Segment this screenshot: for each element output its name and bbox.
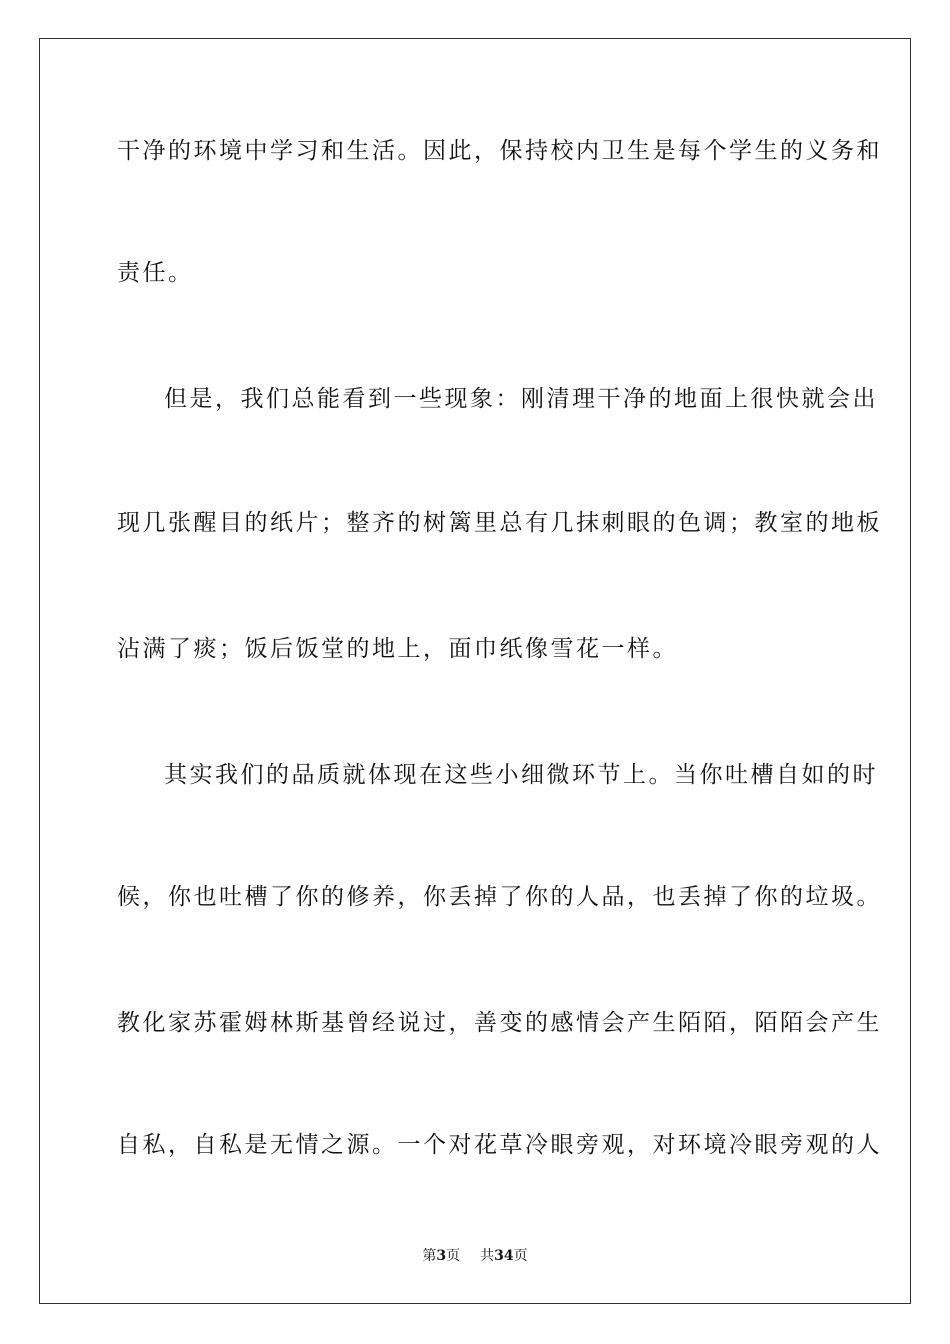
text-line: 责任。 [117,260,194,286]
paragraph-start-line: 但是，我们总能看到一些现象：刚清理干净的地面上很快就会出 [164,386,878,412]
text-line: 干净的环境中学习和生活。因此，保持校内卫生是每个学生的义务和 [117,138,882,164]
total-suffix: 页 [513,1248,528,1264]
page-prefix: 第 [422,1248,437,1264]
text-line: 沾满了痰；饭后饭堂的地上，面巾纸像雪花一样。 [117,636,678,662]
total-pages-indicator [480,1247,527,1265]
text-line: 候，你也吐槽了你的修养，你丢掉了你的人品，也丢掉了你的垃圾。 [117,884,882,910]
text-line: 自私，自私是无情之源。一个对花草冷眼旁观，对环境冷眼旁观的人 [117,1132,882,1158]
total-pages-number: 34 [494,1248,514,1264]
total-prefix: 共 [480,1248,495,1264]
page-footer [0,1247,950,1265]
page-border [39,38,911,1304]
text-line: 现几张醒目的纸片；整齐的树篱里总有几抹刺眼的色调；教室的地板 [117,510,882,536]
paragraph-start-line: 其实我们的品质就体现在这些小细微环节上。当你吐槽自如的时 [164,762,878,788]
text-line: 教化家苏霍姆林斯基曾经说过，善变的感情会产生陌陌，陌陌会产生 [117,1010,882,1036]
page-suffix: 页 [446,1248,461,1264]
page-indicator [422,1247,460,1265]
page-number: 3 [436,1248,447,1264]
